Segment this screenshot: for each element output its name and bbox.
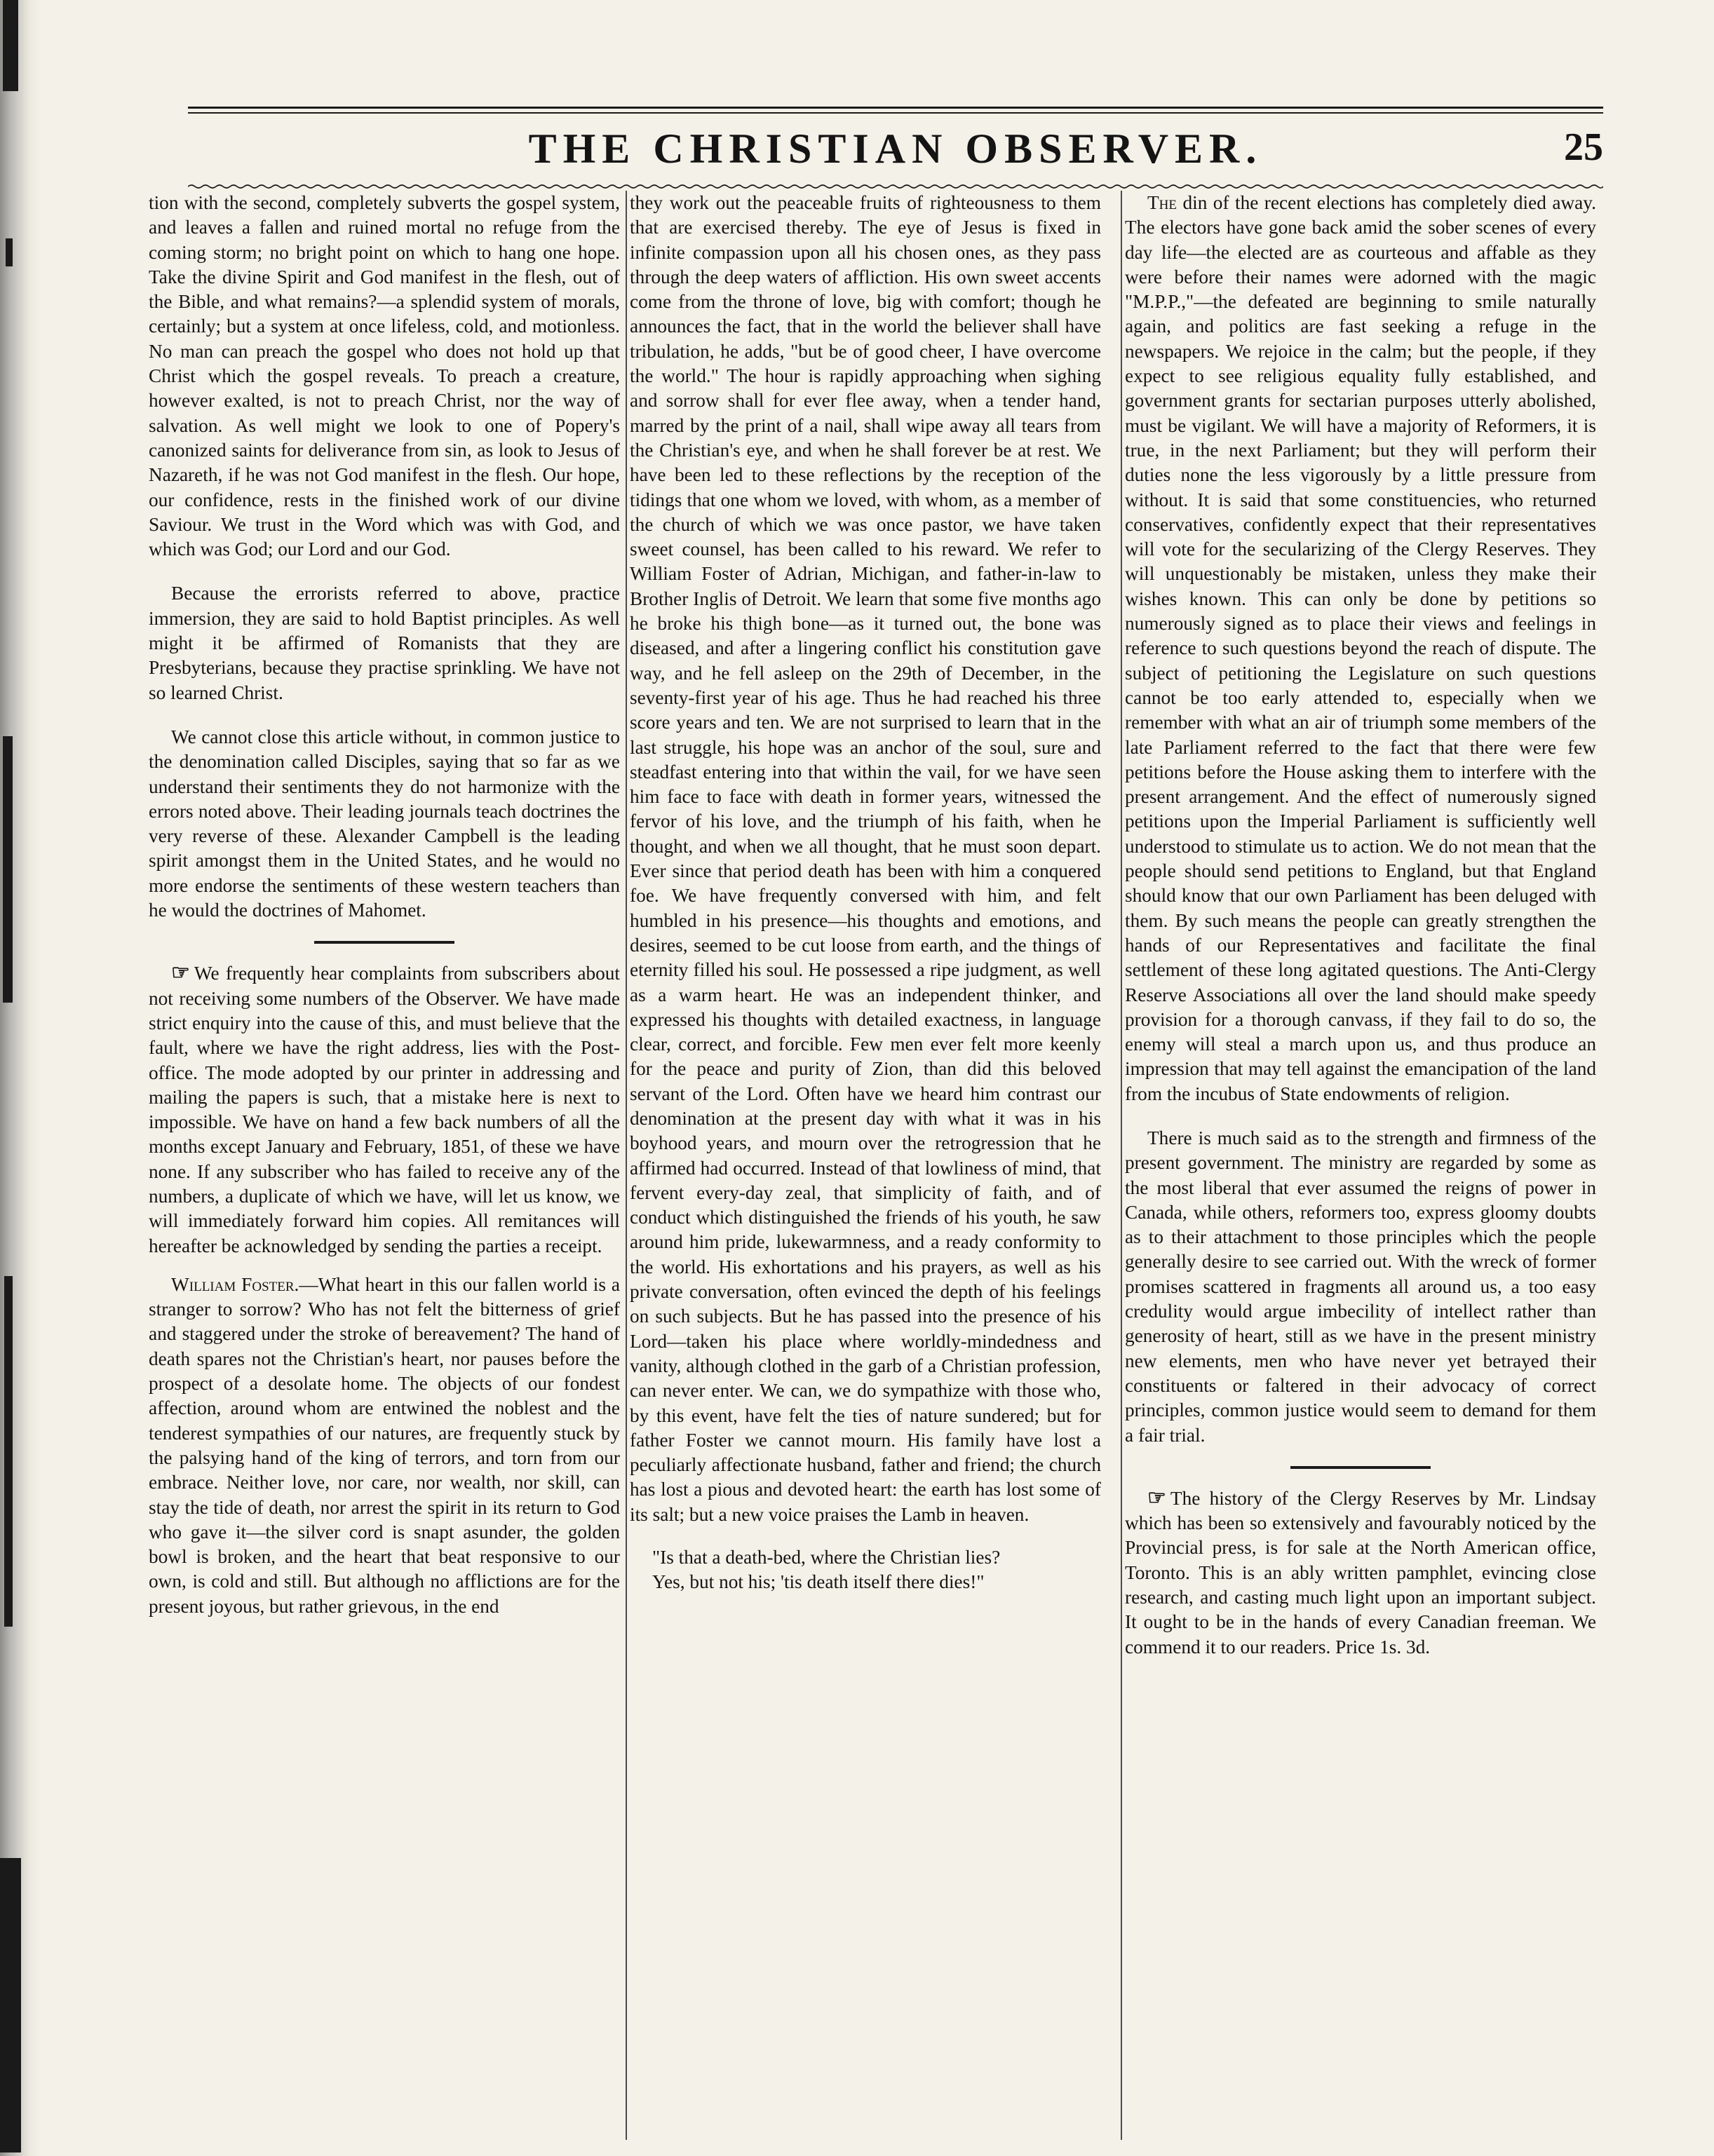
elections-text: din of the recent elections has completely died away. The electors have gone back amid the sober scenes of every day life—the elected are as courteous and affable as they were before their names were adorned with the magic "M.P.P.,"—the defeated are beginning to smile naturally again, and politics are fast seeking a refuge in the newspapers. We rejoice in the calm; but the people, if they expect to see religious equality fully established, and government grants for sectarian purposes utterly abolished, must be vigilant. We will have a majority of Reformers, it is true, in the next Parliament; but they will perform their duties none the less vigorously by a little pressure from without. It is said that some constituencies, who returned conservatives, confidently expect that their representatives will vote for the secularizing of the Clergy Reserves. They will unquestionably be mistaken, unless they make their wishes known. This can only be done by petitions so numerously signed as to place their views and feelings in reference to such questions beyond the reach of dispute. The subject of petitioning the Legislature on such questions cannot be too early attended to, especially when we remember with what an air of triumph some members of the late Parliament referred to the fact that there were few petitions before the House asking them to interfere with the present arrangement. And the effect of numerously signed petitions upon the Imperial Parliament is sufficiently well understood to stimulate us to action. We do not mean that the people should send petitions to England, but that England should know that our own Parliament has been deluged with them. By such means the people can greatly strengthen the hands of our Representatives and facilitate the final settlement of these long agitated questions. The Anti-Clergy Reserve Associations all over the land should make speedy provision for a thorough canvass, if they fail to do so, the enemy will steal a march upon us, and thus produce an impression that may tell against the emancipation of the land from the incubus of State endowments of religion.	[1125, 192, 1596, 1104]
couplet-line-2: Yes, but not his; 'tis death itself there dies!"	[652, 1571, 985, 1593]
section-separator	[1290, 1466, 1431, 1469]
notice-subscribers	[149, 961, 620, 1259]
obituary-continuation: they work out the peaceable fruits of righteousness to them that are exercised thereby. The eye of Jesus is fixed in infinite compassion upon all his chosen ones, as they pass through the deep waters of affliction. His own sweet accents come from the throne of love, big with comfort; though he announces the fact, that in the world the believer shall have tribulation, he adds, "but be of good cheer, I have overcome the world." The hour is rapidly approaching when sighing and sorrow shall for ever flee away, when a tender hand, marred by the print of a nail, shall wipe away all tears from the Christian's eye, and when he shall forever be at rest. We have been led to these reflections by the reception of the tidings that one whom we loved, with whom, as a member of the church of which we was once pastor, we have taken sweet counsel, has been called to his reward. We refer to William Foster of Adrian, Michigan, and father-in-law to Brother Inglis of Detroit. We learn that some five months ago he broke his thigh bone—as it turned out, the bone was diseased, and after a lingering conflict his constitution gave way, and he fell asleep on the 29th of December, in the seventy-first year of his age. Thus he had reached his three score years and ten. We are not surprised to learn that in the last struggle, his hope was an anchor of the soul, sure and steadfast entering into that within the vail, for we have seen him face to face with death in former years, witnessed the fervor of his love, and the triumph of his faith, when he thought, and when we all thought, that he must soon depart. Ever since that period death has been with him a conquered foe. We have frequently conversed with him, and felt humbled in his presence—his thoughts and emotions, and desires, seemed to be cut loose from earth, and the things of eternity filled his soul. He possessed a ripe judgment, as well as a warm heart. He was an independent thinker, and expressed his thoughts with detailed exactness, in language clear, correct, and forcible. Few men ever felt more keenly for the peace and purity of Zion, than did this beloved servant of the Lord. Often have we heard him contrast our denomination at the present day with what it was in his boyhood years, and mourn over the retrogression that he affirmed had occurred. Instead of that lowliness of mind, that fervent every-day zeal, that simplicity of faith, and of conduct which distinguished the friends of his youth, he saw around him pride, lukewarmness, and a ready conformity to the world. His exhortations and his prayers, as well as his private conversation, often evinced the depth of his feelings on such subjects. But he has passed into the presence of his Lord—taken his place where worldly-mindedness and vanity, although clothed in the garb of a Christian profession, can never enter. We can, we do sympathize with those who, by this event, have felt the ties of nature sundered; but for father Foster we cannot mourn. His family have lost a peculiarly affectionate husband, father and friend; the church has lost a pious and devoted heart: the earth has lost some of its salt; but a new voice praises the Lamb in heaven.	[630, 192, 1101, 1525]
obituary-text: —What heart in this our fallen world is a stranger to sorrow? Who has not felt the bitterness of grief and staggered under the stroke of bereavement? The hand of death spares not the Christian's heart, nor pauses before the prospect of a desolate home. The objects of our fondest affection, around whom are entwined the noblest and the tenderest sympathies of our natures, are frequently stuck by the palsying hand of the king of terrors, and torn from our embrace. Neither love, nor care, nor wealth, nor skill, can stay the tide of death, nor arrest the spirit in its return to God who gave it—the silver cord is snapt asunder, the golden bowl is broken, and the heart that beat responsive to our own, is cold and still. But although no afflictions are for the present joyous, but rather grievous, in the end	[149, 1273, 620, 1617]
pointing-hand-icon: ☞	[1147, 1486, 1166, 1510]
column-divider-1	[626, 191, 627, 2140]
clergy-reserves-notice	[1125, 1486, 1596, 1660]
elections-article	[1125, 191, 1596, 1106]
page-number: 25	[1564, 126, 1603, 169]
binding-mark-bottom	[0, 1858, 21, 2152]
notice-subscribers-text: We frequently hear complaints from subscribers about not receiving some numbers of the Observer. We have made strict enquiry into the cause of this, and must believe that the fault, where we have the right address, lies with the Post-office. The mode adopted by our printer in addressing and mailing the papers is such, that a mistake here is next to impossible. We have on hand a few back numbers of all the months except January and February, 1851, of these we have none. If any subscriber who has failed to receive any of the numbers, a duplicate of which we have, will let us know, we will immediately forward him copies. All remitances will hereafter be acknowledged by sending the parties a receipt.	[149, 963, 620, 1256]
wavy-header-rule	[188, 184, 1603, 189]
couplet-line-1: "Is that a death-bed, where the Christian lies?	[652, 1547, 1001, 1568]
binding-mark	[6, 238, 13, 266]
column-1	[149, 191, 620, 2140]
binding-mark-top	[3, 0, 18, 91]
obituary-heading: William Foster.	[171, 1273, 299, 1295]
obituary-william-foster	[149, 1273, 620, 1619]
section-separator	[314, 941, 454, 944]
header-rule-top	[188, 107, 1603, 109]
column-3	[1125, 191, 1596, 2140]
binding-mark	[4, 1276, 13, 1627]
page-header	[188, 119, 1603, 182]
pointing-hand-icon: ☞	[171, 961, 190, 985]
article-paragraph: Because the errorists referred to above, practice immersion, they are said to hold Baptist principles. As well might it be affirmed of Romanists that they are Presbyterians, because they practise sprinkling. We have not so learned Christ.	[149, 583, 620, 703]
binding-mark	[3, 736, 13, 1003]
clergy-reserves-text: The history of the Clergy Reserves by Mr. Lindsay which has been so extensively and favourably noticed by the Provincial press, is for sale at the North American office, Toronto. This is an ably written pamphlet, evincing close research, and casting much light upon an important subject. It ought to be in the hands of every Canadian freeman. We commend it to our readers. Price 1s. 3d.	[1125, 1487, 1596, 1657]
binding-edge	[0, 0, 42, 2156]
government-article: There is much said as to the strength and firmness of the present government. The ministry are regarded by some as the most liberal that ever assumed the reigns of power in Canada, while others, reformers too, express gloomy doubts as to their attachment to those principles which the people generally desire to see carried out. With the wreck of former promises scattered in fragments all around us, a too easy credulity would argue imbecility of intellect rather than generosity of heart, still as we have in the present ministry new elements, men who have never yet betrayed their constituents or faltered in their advocacy of correct principles, common justice would seem to demand for them a fair trial.	[1125, 1127, 1596, 1446]
elections-lead-word: The	[1147, 192, 1177, 213]
article-paragraph: We cannot close this article without, in common justice to the denomination called Disciples, saying that so far as we understand their sentiments they do not harmonize with the errors noted above. Their leading journals teach doctrines the very reverse of these. Alexander Campbell is the leading spirit amongst them in the United States, and he would no more endorse the sentiments of these western teachers than he would the doctrines of Mahomet.	[149, 726, 620, 921]
paper-title: THE CHRISTIAN OBSERVER.	[528, 126, 1263, 172]
column-divider-2	[1121, 191, 1122, 2140]
article-continuation: tion with the second, completely subverts the gospel system, and leaves a fallen and ruined mortal no refuge from the coming storm; no bright point on which to hang one hope. Take the divine Spirit and God manifest in the flesh, out of the Bible, and what remains?—a splendid system of morals, certainly; but a system at once lifeless, cold, and motionless. No man can preach the gospel who does not hold up that Christ which the gospel reveals. To preach a creature, however exalted, is not to preach Christ, nor the way of salvation. As well might we look to one of Popery's canonized saints for deliverance from sin, as look to Jesus of Nazareth, if he was not God manifest in the flesh. Our hope, our confidence, rests in the finished work of our divine Saviour. We trust in the Word which was with God, and which was God; our Lord and our God.	[149, 192, 620, 560]
header-rule-second	[188, 112, 1603, 114]
column-2	[630, 191, 1101, 2140]
closing-couplet	[630, 1545, 1101, 1595]
